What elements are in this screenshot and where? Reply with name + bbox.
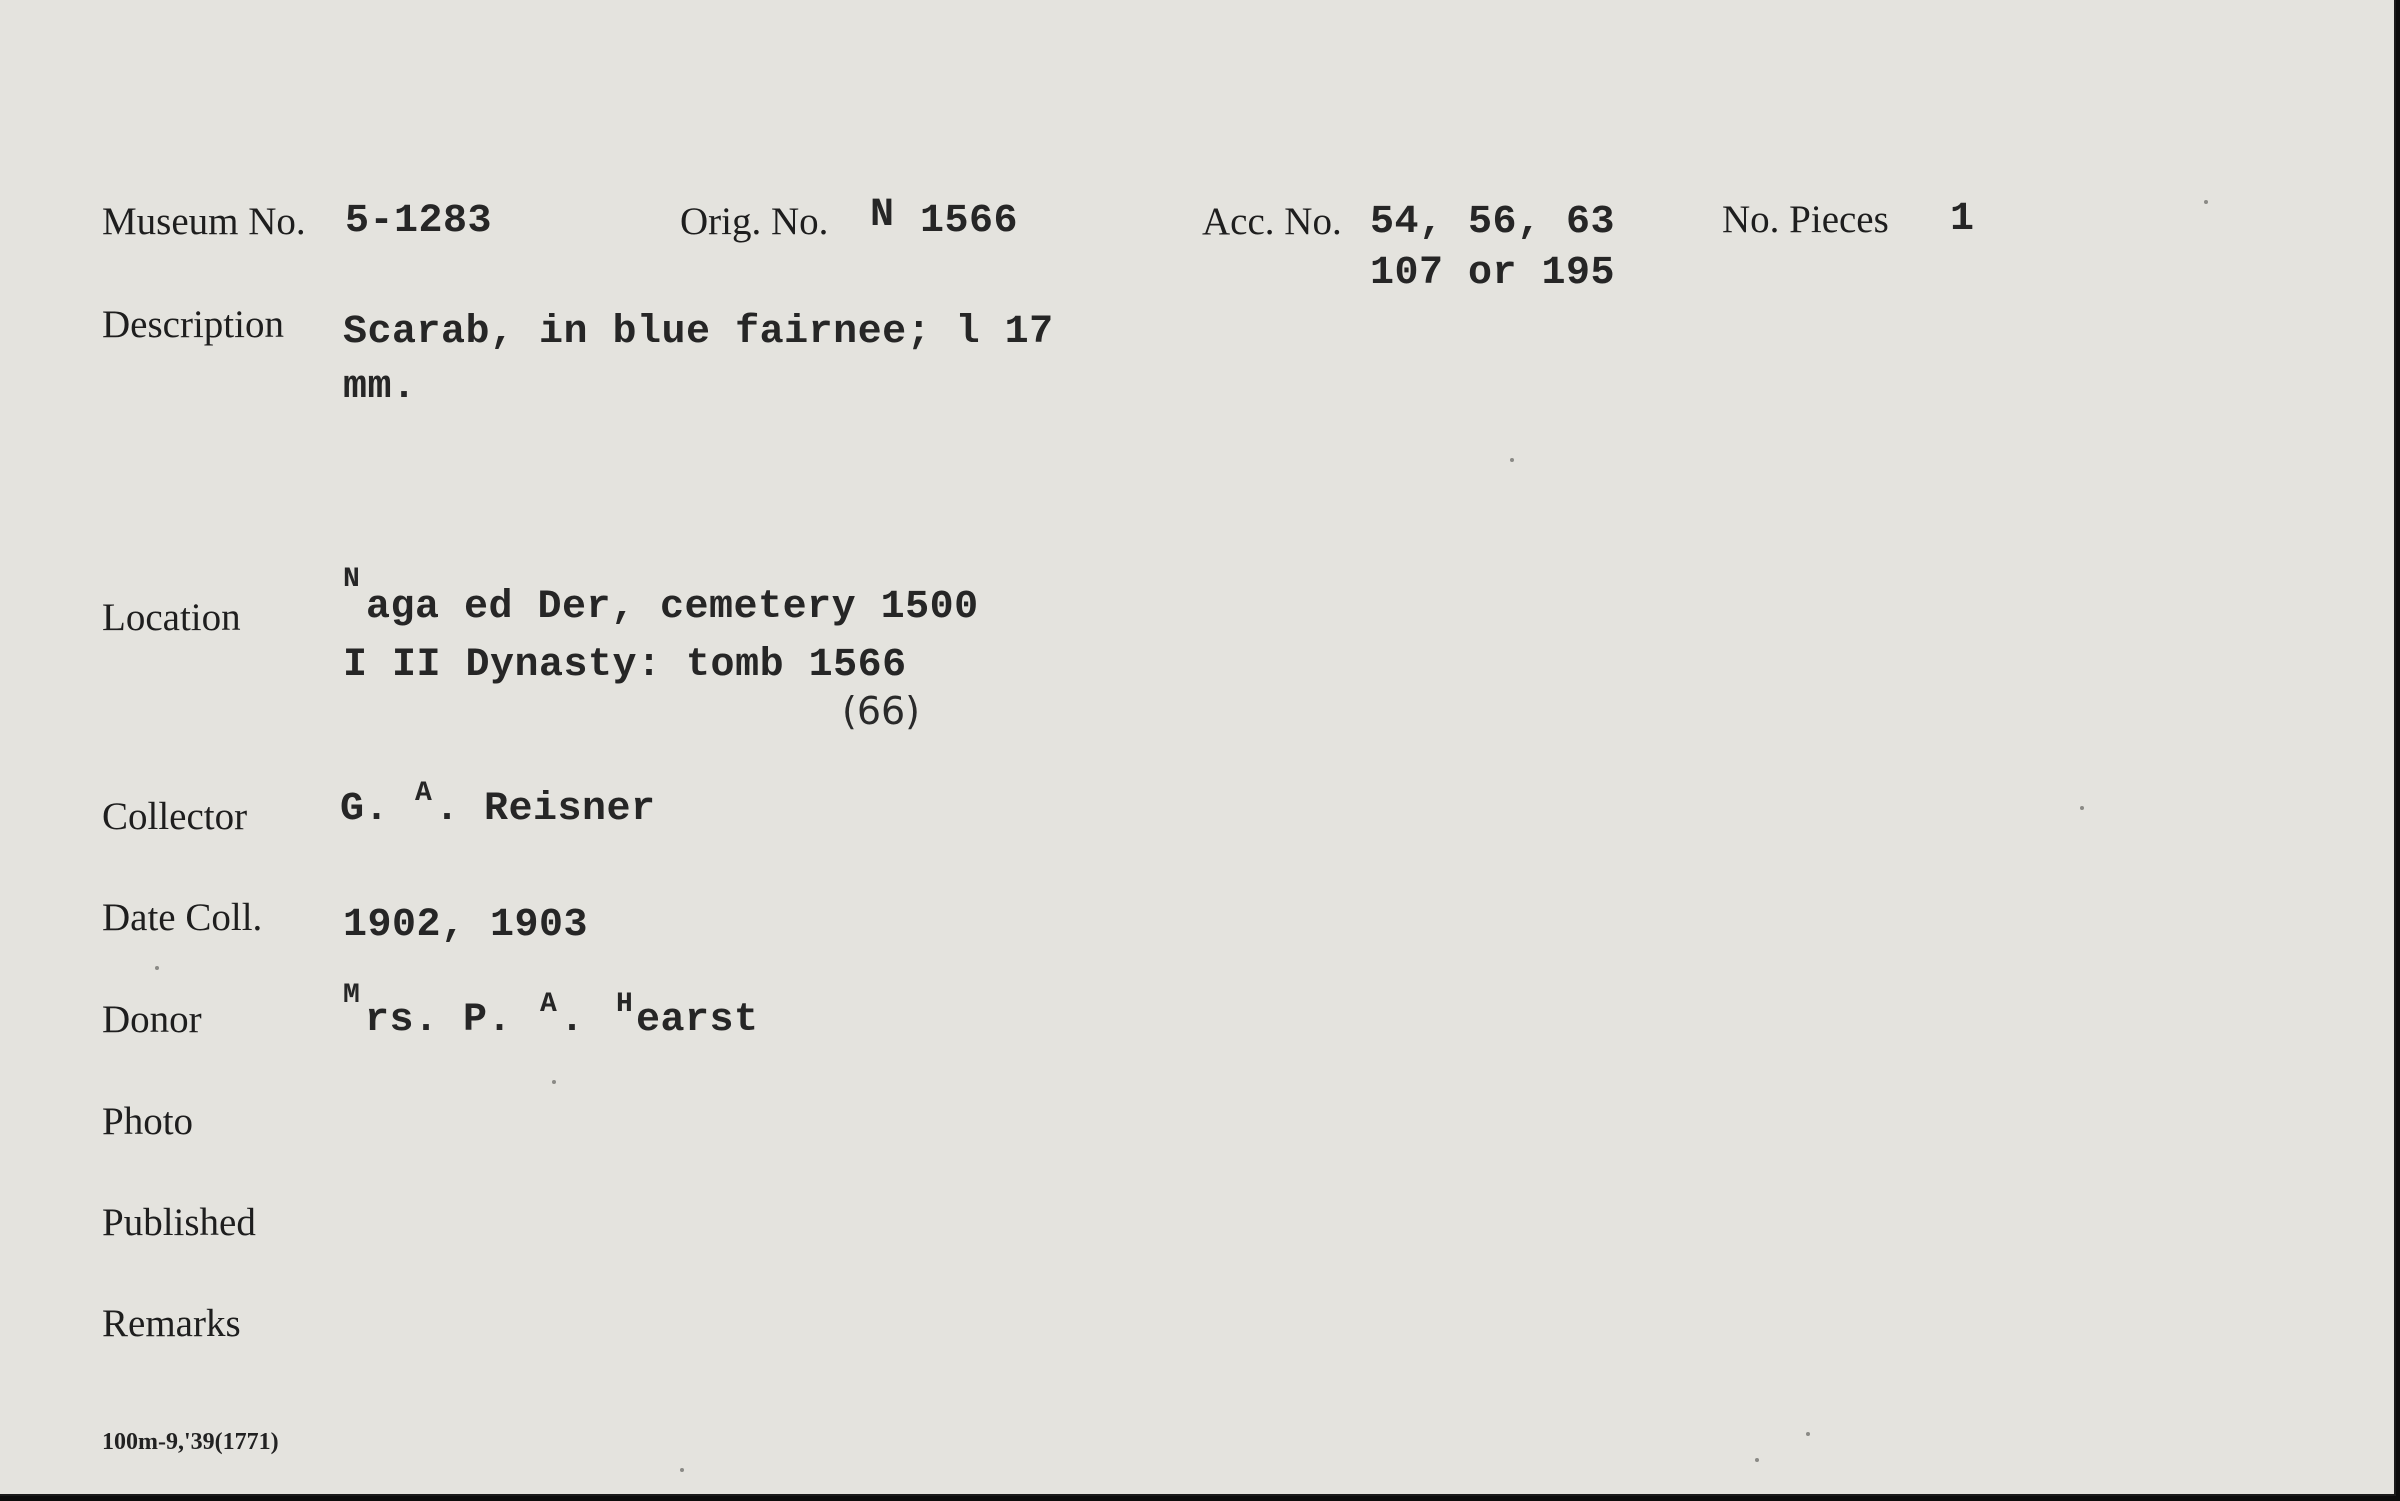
donor-initial-a: A	[540, 989, 557, 1020]
donor-rs-p: rs. P.	[365, 998, 513, 1043]
donor-initial-h: H	[616, 989, 633, 1020]
donor-initial-m: M	[343, 980, 360, 1011]
description-line1: Scarab, in blue fairnee; l 17	[343, 310, 1054, 355]
collector-label: Collector	[102, 795, 248, 838]
donor-dot: .	[560, 998, 585, 1043]
orig-no-label: Orig. No.	[680, 200, 829, 243]
location-label: Location	[102, 596, 241, 639]
acc-no-value-line1: 54, 56, 63	[1370, 200, 1616, 245]
paper-speck	[2204, 200, 2208, 204]
collector-surname: . Reisner	[435, 787, 656, 832]
location-line1: aga ed Der, cemetery 1500	[366, 585, 979, 630]
acc-no-value-line2: 107 or 195	[1370, 251, 1616, 296]
orig-no-value: 1566	[920, 199, 1019, 244]
paper-speck	[155, 966, 159, 970]
location-note: (66)	[842, 689, 921, 733]
museum-no-label: Museum No.	[102, 200, 306, 243]
published-label: Published	[102, 1201, 256, 1244]
paper-speck	[1510, 458, 1514, 462]
photo-label: Photo	[102, 1100, 194, 1143]
paper-speck	[1755, 1458, 1759, 1462]
description-line2: mm.	[343, 365, 417, 410]
orig-no-prefix: N	[870, 193, 895, 238]
date-coll-value: 1902, 1903	[343, 903, 589, 948]
description-label: Description	[102, 303, 284, 346]
remarks-label: Remarks	[102, 1302, 241, 1345]
donor-label: Donor	[102, 998, 202, 1041]
paper-speck	[1806, 1432, 1810, 1436]
collector-initial-a: A	[415, 778, 432, 809]
paper-speck	[2080, 806, 2084, 810]
no-pieces-label: No. Pieces	[1722, 198, 1889, 241]
date-coll-label: Date Coll.	[102, 896, 263, 939]
location-initial: N	[343, 564, 360, 595]
paper-speck	[680, 1468, 684, 1472]
donor-surname: earst	[636, 998, 759, 1043]
collector-initial-g: G.	[340, 787, 390, 832]
museum-no-value: 5-1283	[345, 199, 493, 244]
location-line2: I II Dynasty: tomb 1566	[343, 643, 907, 688]
no-pieces-value: 1	[1950, 197, 1975, 242]
acc-no-label: Acc. No.	[1202, 200, 1342, 243]
form-code: 100m-9,'39(1771)	[102, 1429, 279, 1455]
paper-speck	[552, 1080, 556, 1084]
